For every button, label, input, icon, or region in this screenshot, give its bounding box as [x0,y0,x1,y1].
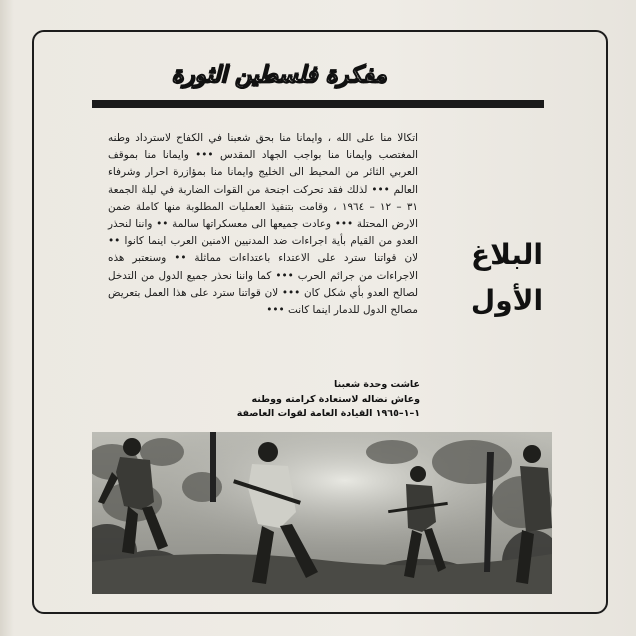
signoff-line3: ١–١–١٩٦٥ القيادة العامة لقوات العاصفة [236,408,420,419]
photo-illustration [92,432,552,594]
header-rule [92,100,544,108]
header-title: مفكرة فلسطين الثورة [171,62,387,88]
side-title-line2: الأول [470,284,544,317]
signoff-line1: عاشت وحدة شعبنا [334,379,420,390]
side-title-line1: البلاغ [471,238,543,271]
signoff-line2: وعاش نضاله لاستعادة كرامته ووطنه [251,393,420,405]
fighters-photo [92,432,552,594]
signoff-block [190,378,420,422]
communique-body: اتكالا منا على الله ، وايمانا منا بحق شعبنا في الكفاح لاسترداد وطنه المغتصب وايمانا منا بواجب الجهاد المقدس ••• وايمانا منا بموقف العربي الثائر من المحيط الى الخليج وايمانا منا بمؤازرة احرار وشرفاء العالم ••• لذلك فقد تحركت اجنحة من القوات الضاربة في ليلة الجمعة ٣١ – ١٢ – ١٩٦٤ ، وقامت بتنفيذ العمليات المطلوبة منها كاملة ضمن الارض المحتلة ••• وعادت جميعها الى معسكراتها سالمة •• واننا لنحذر العدو من القيام بأية اجراءات ضد المدنيين الامنين العرب اينما كانوا •• لان قواتنا سترد على الاعتداء باعتداءات مماثلة •• وسنعتبر هذه الاجراءات من جرائم الحرب ••• كما واننا نحذر جميع الدول من التدخل لصالح العدو بأي شكل كان ••• لان قواتنا سترد على هذا العمل بتعريض مصالح الدول للدمار اينما كانت ••• [108,132,418,317]
side-title [432,232,582,324]
